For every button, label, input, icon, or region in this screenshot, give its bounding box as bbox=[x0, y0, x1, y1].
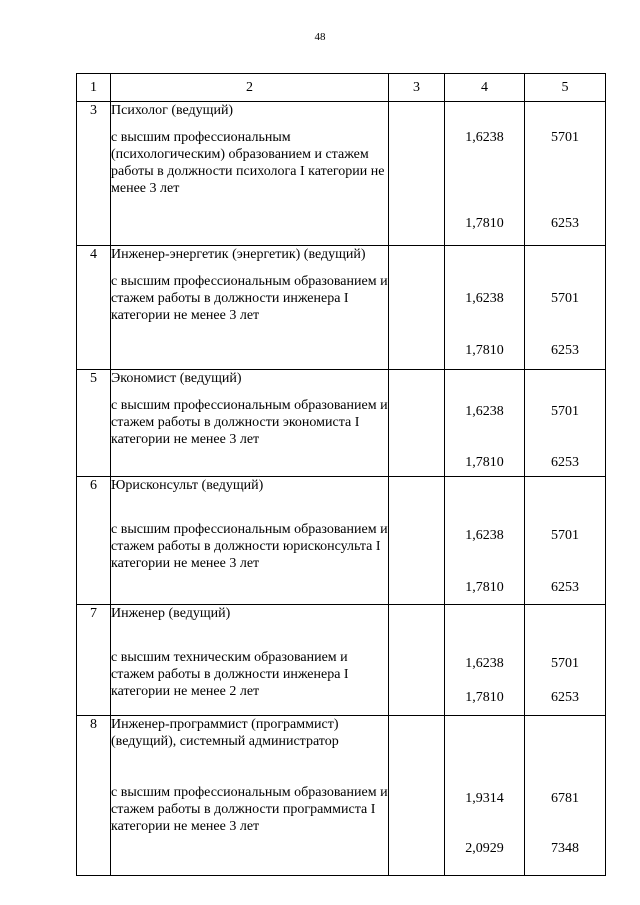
position-title: Инженер-энергетик (энергетик) (ведущий) bbox=[111, 247, 366, 262]
salary-cell bbox=[525, 716, 606, 876]
salary-table bbox=[76, 73, 606, 876]
column-header: 2 bbox=[111, 74, 389, 102]
position-cell bbox=[111, 102, 389, 246]
position-cell bbox=[111, 370, 389, 477]
table-row bbox=[77, 605, 606, 716]
salary-value: 7348 bbox=[551, 841, 579, 856]
salary-value: 5701 bbox=[551, 130, 579, 145]
table-row bbox=[77, 477, 606, 605]
position-title: Психолог (ведущий) bbox=[111, 103, 234, 118]
coefficient-value: 1,6238 bbox=[465, 130, 504, 145]
salary-value: 5701 bbox=[551, 291, 579, 306]
empty-cell bbox=[389, 716, 445, 876]
position-condition: с высшим профессиональным образованием и стажем работы в должности юрисконсульта I категории не менее 3 лет bbox=[111, 522, 388, 571]
column-header: 1 bbox=[77, 74, 111, 102]
salary-cell bbox=[525, 102, 606, 246]
salary-cell bbox=[525, 370, 606, 477]
position-condition: с высшим профессиональным образованием и стажем работы в должности экономиста I категории не менее 3 лет bbox=[111, 398, 388, 447]
coefficient-value: 1,7810 bbox=[465, 343, 504, 358]
empty-cell bbox=[389, 477, 445, 605]
salary-value: 5701 bbox=[551, 528, 579, 543]
table-row bbox=[77, 102, 606, 246]
position-title: Экономист (ведущий) bbox=[111, 371, 242, 386]
table-header-row bbox=[77, 74, 606, 102]
row-number: 5 bbox=[77, 370, 111, 477]
column-header: 3 bbox=[389, 74, 445, 102]
position-cell bbox=[111, 716, 389, 876]
coefficient-cell bbox=[445, 246, 525, 370]
salary-value: 6781 bbox=[551, 791, 579, 806]
salary-cell bbox=[525, 477, 606, 605]
position-title: Инженер-программист (программист) (ведущий), системный администратор bbox=[111, 717, 339, 749]
salary-cell bbox=[525, 246, 606, 370]
empty-cell bbox=[389, 102, 445, 246]
position-condition: с высшим техническим образованием и стажем работы в должности инженера I категории не менее 2 лет bbox=[111, 650, 349, 699]
position-cell bbox=[111, 477, 389, 605]
row-number: 7 bbox=[77, 605, 111, 716]
coefficient-cell bbox=[445, 605, 525, 716]
coefficient-cell bbox=[445, 477, 525, 605]
coefficient-value: 1,9314 bbox=[465, 791, 504, 806]
page-number: 48 bbox=[314, 31, 326, 43]
salary-value: 6253 bbox=[551, 455, 579, 470]
column-header: 5 bbox=[525, 74, 606, 102]
salary-cell bbox=[525, 605, 606, 716]
row-number: 8 bbox=[77, 716, 111, 876]
empty-cell bbox=[389, 370, 445, 477]
coefficient-value: 2,0929 bbox=[465, 841, 504, 856]
column-header: 4 bbox=[445, 74, 525, 102]
coefficient-value: 1,6238 bbox=[465, 528, 504, 543]
salary-value: 5701 bbox=[551, 404, 579, 419]
coefficient-value: 1,7810 bbox=[465, 580, 504, 595]
position-condition: с высшим профессиональным образованием и стажем работы в должности инженера I категории не менее 3 лет bbox=[111, 274, 388, 323]
position-title: Юрисконсульт (ведущий) bbox=[111, 478, 264, 493]
position-cell bbox=[111, 246, 389, 370]
row-number: 3 bbox=[77, 102, 111, 246]
position-title: Инженер (ведущий) bbox=[111, 606, 231, 621]
position-condition: с высшим профессиональным (психологическим) образованием и стажем работы в должности психолога I категории не менее 3 лет bbox=[111, 130, 385, 196]
table-row bbox=[77, 370, 606, 477]
coefficient-value: 1,6238 bbox=[465, 291, 504, 306]
position-cell bbox=[111, 605, 389, 716]
coefficient-value: 1,7810 bbox=[465, 455, 504, 470]
coefficient-value: 1,6238 bbox=[465, 656, 504, 671]
position-condition: с высшим профессиональным образованием и стажем работы в должности программиста I категории не менее 3 лет bbox=[111, 785, 388, 834]
coefficient-value: 1,6238 bbox=[465, 404, 504, 419]
table-row bbox=[77, 246, 606, 370]
empty-cell bbox=[389, 605, 445, 716]
salary-value: 6253 bbox=[551, 216, 579, 231]
coefficient-value: 1,7810 bbox=[465, 690, 504, 705]
coefficient-cell bbox=[445, 102, 525, 246]
salary-value: 6253 bbox=[551, 343, 579, 358]
salary-value: 6253 bbox=[551, 580, 579, 595]
empty-cell bbox=[389, 246, 445, 370]
row-number: 6 bbox=[77, 477, 111, 605]
coefficient-value: 1,7810 bbox=[465, 216, 504, 231]
table-row bbox=[77, 716, 606, 876]
coefficient-cell bbox=[445, 370, 525, 477]
coefficient-cell bbox=[445, 716, 525, 876]
row-number: 4 bbox=[77, 246, 111, 370]
salary-value: 6253 bbox=[551, 690, 579, 705]
salary-value: 5701 bbox=[551, 656, 579, 671]
